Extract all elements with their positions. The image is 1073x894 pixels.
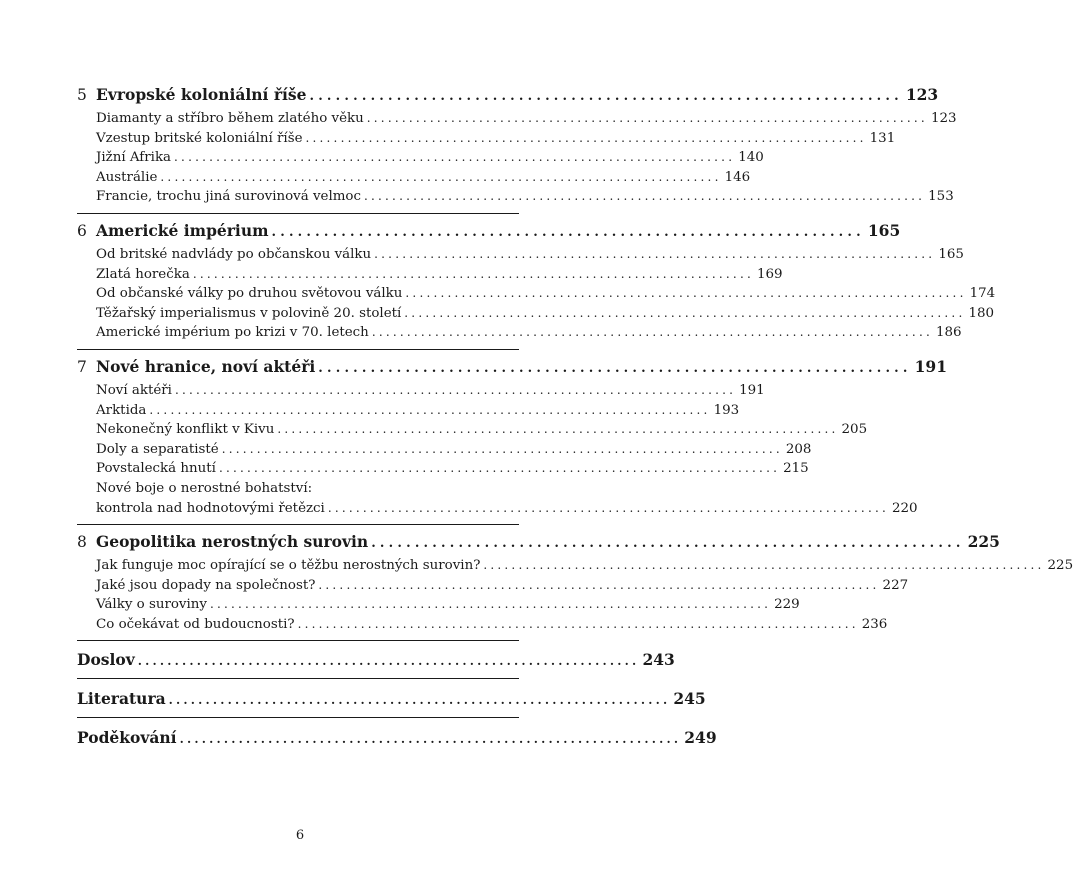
toc-entry[interactable] bbox=[77, 187, 954, 207]
entry-title: Jak funguje moc opírající se o těžbu nerostných surovin? bbox=[96, 558, 481, 574]
toc-entry[interactable] bbox=[77, 556, 1073, 576]
entry-page: 227 bbox=[882, 577, 909, 593]
dot-leader: ................................................................................ bbox=[149, 402, 711, 417]
entry-title: Od občanské války po druhou světovou válku bbox=[96, 286, 403, 302]
dot-leader: ................................................................................ bbox=[371, 325, 933, 340]
entry-title: Doly a separatisté bbox=[96, 441, 219, 457]
toc-entry[interactable] bbox=[77, 304, 995, 324]
backmatter-doslov bbox=[77, 647, 675, 679]
dot-leader: ................................................................................ bbox=[483, 558, 1045, 573]
toc-entry[interactable] bbox=[77, 595, 800, 615]
entry-page: 215 bbox=[783, 461, 809, 477]
entry-title: Francie, trochu jiná surovinová velmoc bbox=[96, 189, 361, 205]
backmatter-title: Poděkování bbox=[77, 728, 177, 748]
backmatter-title: Doslov bbox=[77, 650, 135, 670]
backmatter-heading[interactable] bbox=[77, 649, 675, 671]
entry-page: 208 bbox=[785, 441, 812, 457]
chapter-6 bbox=[77, 220, 996, 350]
toc-entry[interactable] bbox=[77, 440, 812, 460]
chapter-number: 5 bbox=[77, 86, 87, 104]
dot-leader: .................................................................... bbox=[309, 89, 903, 104]
dot-leader: .................................................................... bbox=[168, 693, 671, 708]
toc-entry[interactable] bbox=[77, 129, 896, 149]
backmatter-podekovani bbox=[77, 725, 717, 756]
entry-title: Nekonečný konflikt v Kivu bbox=[96, 422, 275, 438]
chapter-heading[interactable] bbox=[77, 531, 1000, 553]
chapter-page: 225 bbox=[967, 532, 1000, 552]
entry-page: 165 bbox=[938, 246, 964, 262]
entry-title: Povstalecká hnutí bbox=[96, 461, 216, 477]
toc-entry[interactable] bbox=[77, 168, 751, 188]
entry-title: Těžařský imperialismus v polovině 20. století bbox=[96, 305, 402, 321]
dot-leader: ................................................................................ bbox=[174, 382, 737, 397]
entry-title: Noví aktéři bbox=[96, 382, 172, 398]
chapter-number: 7 bbox=[77, 357, 87, 376]
entry-page: 153 bbox=[928, 189, 954, 205]
entry-page: 193 bbox=[713, 402, 740, 418]
entry-title: Jaké jsou dopady na společnost? bbox=[96, 577, 316, 593]
dot-leader: ................................................................................ bbox=[327, 500, 889, 515]
toc-entry[interactable] bbox=[77, 459, 809, 479]
entry-title: Vzestup britské koloniální říše bbox=[96, 130, 303, 146]
dot-leader: ................................................................................ bbox=[221, 441, 783, 456]
toc-entry[interactable] bbox=[77, 420, 868, 440]
entry-page: 131 bbox=[869, 130, 896, 146]
chapter-heading[interactable] bbox=[77, 84, 939, 106]
chapter-8 bbox=[77, 531, 1073, 641]
chapter-5 bbox=[77, 84, 957, 214]
dot-leader: ................................................................................ bbox=[404, 305, 966, 320]
entry-title: Od britské nadvlády po občanskou válku bbox=[96, 246, 372, 262]
backmatter-page: 245 bbox=[673, 689, 706, 709]
entry-page: 191 bbox=[739, 382, 765, 398]
entry-page: 236 bbox=[861, 616, 888, 632]
entry-page: 140 bbox=[738, 150, 764, 166]
entry-page: 220 bbox=[891, 500, 918, 516]
dot-leader: ................................................................................ bbox=[209, 597, 772, 612]
entry-page: 186 bbox=[935, 325, 962, 341]
dot-leader: ................................................................................ bbox=[405, 286, 967, 301]
dot-leader: .................................................................... bbox=[179, 732, 682, 747]
chapter-number: 6 bbox=[77, 221, 87, 240]
entry-title: Co očekávat od budoucnosti? bbox=[96, 616, 295, 632]
dot-leader: ................................................................................ bbox=[218, 461, 781, 476]
chapter-title: Nové hranice, noví aktéři bbox=[96, 356, 316, 376]
entry-title: Jižní Afrika bbox=[96, 150, 172, 166]
chapter-page: 165 bbox=[867, 220, 901, 240]
chapter-title: Evropské koloniální říše bbox=[96, 85, 307, 104]
chapter-7 bbox=[77, 356, 947, 525]
dot-leader: ................................................................................ bbox=[297, 616, 859, 631]
toc-entry[interactable] bbox=[77, 479, 519, 499]
entry-page: 146 bbox=[724, 169, 751, 185]
entry-title: Války o suroviny bbox=[96, 597, 207, 613]
dot-leader: ................................................................................ bbox=[277, 422, 839, 437]
backmatter-title: Literatura bbox=[77, 689, 166, 709]
chapter-page: 191 bbox=[914, 356, 947, 376]
entry-page: 225 bbox=[1047, 558, 1073, 574]
toc-entry[interactable] bbox=[77, 381, 765, 401]
dot-leader: ................................................................................ bbox=[305, 130, 867, 145]
dot-leader: ................................................................................ bbox=[374, 246, 936, 261]
entry-title: Austrálie bbox=[96, 169, 158, 185]
dot-leader: .................................................................... bbox=[371, 536, 965, 552]
dot-leader: ................................................................................ bbox=[160, 169, 722, 184]
entry-title: Nové boje o nerostné bohatství: bbox=[96, 480, 313, 496]
entry-page: 229 bbox=[774, 597, 800, 613]
entry-title: Diamanty a stříbro během zlatého věku bbox=[96, 111, 364, 126]
entry-title: Zlatá horečka bbox=[96, 266, 190, 282]
entry-title: kontrola nad hodnotovými řetězci bbox=[96, 500, 325, 516]
table-of-contents bbox=[77, 84, 1073, 763]
page-number: 6 bbox=[295, 828, 305, 843]
entry-title: Americké impérium po krizi v 70. letech bbox=[96, 325, 369, 341]
backmatter-heading[interactable] bbox=[77, 727, 717, 749]
entry-page: 174 bbox=[969, 286, 996, 302]
entry-page: 180 bbox=[968, 305, 995, 321]
chapter-number: 8 bbox=[77, 533, 87, 552]
toc-entry[interactable] bbox=[77, 265, 783, 285]
dot-leader: ................................................................................ bbox=[364, 189, 926, 204]
dot-leader: .................................................................... bbox=[318, 360, 912, 376]
dot-leader: ................................................................................ bbox=[174, 150, 736, 165]
chapter-title: Americké impérium bbox=[96, 220, 269, 240]
chapter-heading[interactable] bbox=[77, 220, 901, 242]
entry-page: 205 bbox=[841, 422, 868, 438]
chapter-heading[interactable] bbox=[77, 356, 947, 378]
backmatter-heading[interactable] bbox=[77, 688, 706, 710]
dot-leader: ................................................................................ bbox=[318, 577, 880, 592]
toc-entry[interactable] bbox=[77, 148, 764, 168]
backmatter-literatura bbox=[77, 686, 706, 718]
dot-leader: .................................................................... bbox=[271, 224, 865, 240]
dot-leader: .................................................................... bbox=[137, 654, 640, 669]
dot-leader: ................................................................................ bbox=[366, 111, 928, 125]
dot-leader: ................................................................................ bbox=[192, 266, 754, 281]
toc-entry[interactable] bbox=[77, 245, 964, 265]
entry-page: 123 bbox=[930, 111, 957, 126]
backmatter-page: 249 bbox=[684, 728, 717, 748]
toc-entry[interactable] bbox=[77, 576, 909, 596]
toc-entry-continuation[interactable] bbox=[77, 499, 918, 519]
entry-title: Arktida bbox=[96, 402, 147, 418]
backmatter-page: 243 bbox=[642, 650, 675, 670]
chapter-page: 123 bbox=[905, 85, 939, 104]
chapter-title: Geopolitika nerostných surovin bbox=[96, 532, 369, 552]
toc-entry[interactable] bbox=[77, 615, 888, 635]
toc-entry[interactable] bbox=[77, 401, 740, 421]
toc-entry[interactable] bbox=[77, 323, 962, 343]
toc-entry[interactable] bbox=[77, 284, 996, 304]
entry-page: 169 bbox=[756, 266, 783, 282]
toc-entry[interactable] bbox=[77, 109, 957, 129]
